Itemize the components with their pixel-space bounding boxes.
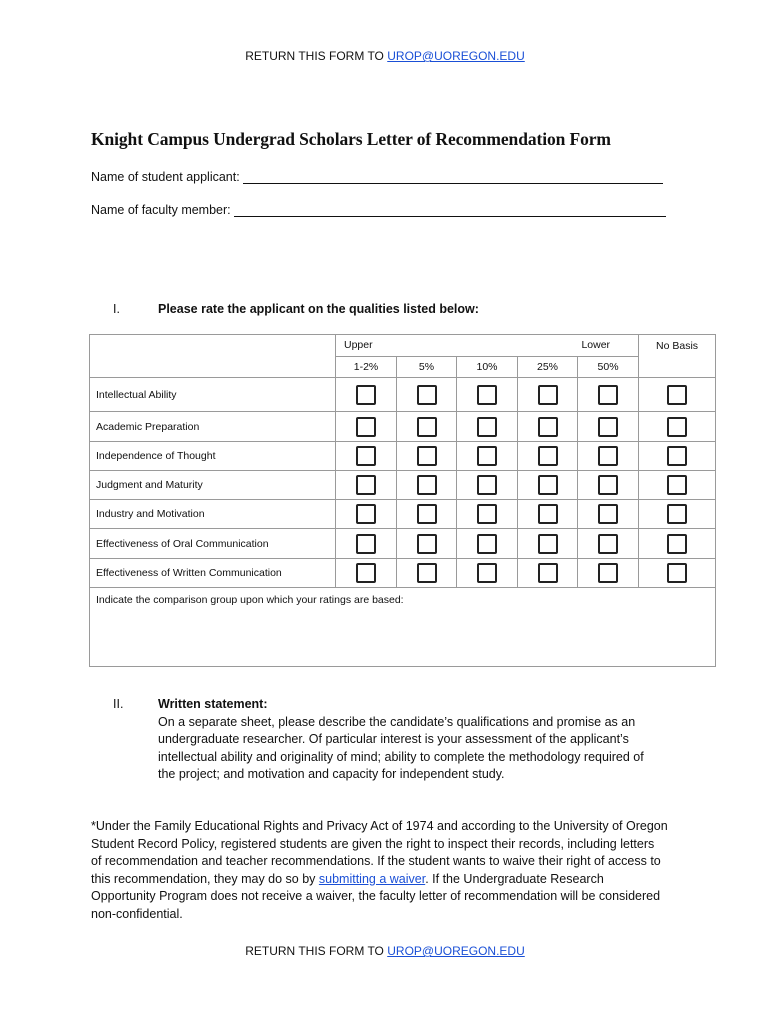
rating-row [90, 471, 716, 500]
rating-checkbox[interactable] [538, 563, 558, 583]
rating-checkbox[interactable] [477, 563, 497, 583]
waiver-link[interactable]: submitting a waiver [318, 871, 426, 886]
rating-checkbox[interactable] [598, 446, 618, 466]
rating-checkbox[interactable] [538, 446, 558, 466]
quality-label: Effectiveness of Oral Communication [90, 529, 336, 559]
rating-row [90, 500, 716, 529]
return-text: RETURN THIS FORM TO [245, 944, 388, 958]
rating-checkbox[interactable] [477, 475, 497, 495]
rating-checkbox[interactable] [598, 417, 618, 437]
no-basis-checkbox[interactable] [667, 563, 687, 583]
faculty-name-field [91, 202, 666, 217]
comparison-group-input[interactable] [90, 588, 716, 667]
rating-checkbox[interactable] [356, 446, 376, 466]
rating-checkbox[interactable] [356, 385, 376, 405]
student-name-field [91, 169, 663, 184]
col-header: 25% [518, 357, 578, 378]
instruction-line: the project; and motivation and capacity for independent study. [158, 767, 505, 781]
rating-checkbox[interactable] [356, 534, 376, 554]
rating-checkbox[interactable] [538, 475, 558, 495]
instruction-line: intellectual ability and originality of mind; ability to complete the methodology required of [158, 749, 644, 764]
quality-label: Effectiveness of Written Communication [90, 559, 336, 588]
no-basis-checkbox[interactable] [667, 534, 687, 554]
rating-checkbox[interactable] [417, 534, 437, 554]
lower-label: Lower [581, 339, 611, 351]
rating-checkbox[interactable] [598, 385, 618, 405]
email-link[interactable]: UROP@UOREGON.EDU [387, 944, 525, 958]
quality-label: Academic Preparation [90, 412, 336, 442]
rating-checkbox[interactable] [538, 417, 558, 437]
rating-checkbox[interactable] [477, 385, 497, 405]
rating-checkbox[interactable] [598, 475, 618, 495]
upper-label: Upper [344, 339, 373, 351]
quality-label: Intellectual Ability [90, 378, 336, 412]
rating-row [90, 442, 716, 471]
ferpa-line: of recommendation and teacher recommendations. If the student wants to waive their right of access to [91, 854, 661, 868]
no-basis-header: No Basis [639, 335, 716, 378]
comparison-group-prompt: Indicate the comparison group upon which your ratings are based: [96, 594, 404, 606]
no-basis-checkbox[interactable] [667, 475, 687, 495]
rating-checkbox[interactable] [477, 446, 497, 466]
quality-label: Judgment and Maturity [90, 471, 336, 500]
ferpa-text: . If the Undergraduate Research [425, 871, 604, 886]
rating-row [90, 378, 716, 412]
section-2-number: II. [113, 697, 124, 711]
written-statement-section [158, 696, 698, 784]
no-basis-checkbox[interactable] [667, 504, 687, 524]
return-instruction-top [0, 49, 770, 63]
rating-row [90, 559, 716, 588]
rating-checkbox[interactable] [417, 475, 437, 495]
rating-row [90, 412, 716, 442]
ferpa-text: this recommendation, they may do so by [91, 871, 319, 886]
rating-checkbox[interactable] [598, 504, 618, 524]
rating-checkbox[interactable] [417, 446, 437, 466]
rating-checkbox[interactable] [538, 385, 558, 405]
rating-row [90, 529, 716, 559]
ferpa-line: Student Record Policy, registered students are given the right to inspect their records, including letters [91, 836, 655, 851]
rating-checkbox[interactable] [417, 385, 437, 405]
rating-table [89, 334, 716, 667]
no-basis-checkbox[interactable] [667, 385, 687, 405]
rating-checkbox[interactable] [538, 504, 558, 524]
quality-label: Independence of Thought [90, 442, 336, 471]
rating-header-row-1 [90, 335, 716, 357]
rating-checkbox[interactable] [356, 563, 376, 583]
return-text: RETURN THIS FORM TO [245, 49, 388, 63]
instruction-line: undergraduate researcher. Of particular interest is your assessment of the applicant’s [158, 732, 629, 746]
ferpa-line [91, 871, 711, 889]
ferpa-line: non-confidential. [91, 906, 183, 921]
ferpa-line: *Under the Family Educational Rights and Privacy Act of 1974 and according to the University of Oregon [91, 819, 668, 833]
col-header: 50% [578, 357, 639, 378]
col-header: 10% [457, 357, 518, 378]
rating-checkbox[interactable] [598, 563, 618, 583]
faculty-name-input[interactable] [234, 202, 666, 217]
faculty-name-label: Name of faculty member: [91, 203, 231, 217]
comparison-group-row [90, 588, 716, 667]
email-link[interactable]: UROP@UOREGON.EDU [387, 49, 525, 63]
rating-checkbox[interactable] [356, 504, 376, 524]
rating-checkbox[interactable] [417, 504, 437, 524]
rating-checkbox[interactable] [538, 534, 558, 554]
section-2-heading: Written statement: [158, 697, 268, 711]
ferpa-line: Opportunity Program does not receive a waiver, the faculty letter of recommendation will be considered [91, 889, 661, 903]
student-name-input[interactable] [243, 169, 663, 184]
student-name-label: Name of student applicant: [91, 170, 240, 184]
no-basis-checkbox[interactable] [667, 446, 687, 466]
instruction-line: On a separate sheet, please describe the candidate’s qualifications and promise as an [158, 714, 636, 729]
section-1-heading: Please rate the applicant on the qualities listed below: [158, 302, 479, 316]
return-instruction-bottom [0, 944, 770, 958]
rating-checkbox[interactable] [417, 417, 437, 437]
rating-checkbox[interactable] [417, 563, 437, 583]
page-title: Knight Campus Undergrad Scholars Letter of Recommendation Form [91, 129, 611, 149]
percentile-header-cell [336, 335, 639, 357]
written-statement-instructions [158, 714, 698, 784]
rating-checkbox[interactable] [356, 417, 376, 437]
col-header: 1-2% [336, 357, 397, 378]
rating-checkbox[interactable] [477, 534, 497, 554]
quality-label: Industry and Motivation [90, 500, 336, 529]
rating-checkbox[interactable] [477, 504, 497, 524]
rating-checkbox[interactable] [598, 534, 618, 554]
ferpa-notice [91, 818, 711, 923]
section-1-number: I. [113, 302, 120, 316]
rating-checkbox[interactable] [356, 475, 376, 495]
rating-checkbox[interactable] [477, 417, 497, 437]
header-blank-cell [90, 335, 336, 378]
no-basis-checkbox[interactable] [667, 417, 687, 437]
col-header: 5% [397, 357, 457, 378]
